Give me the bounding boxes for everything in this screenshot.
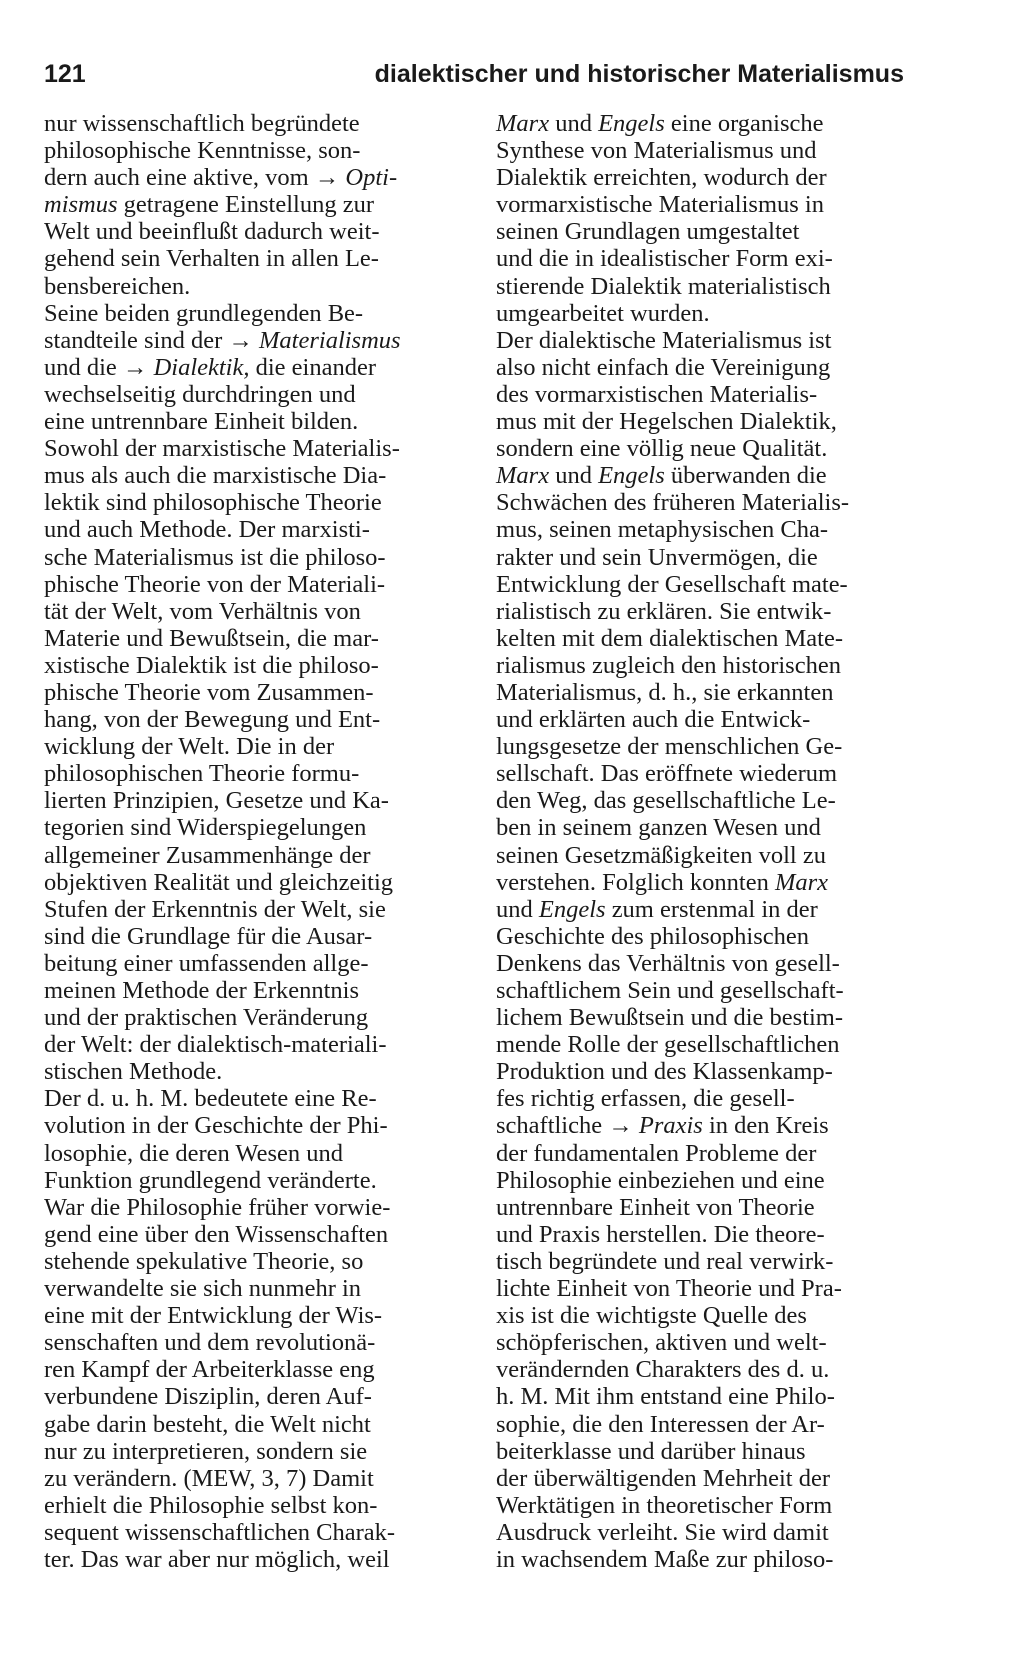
text-line	[44, 1140, 456, 1167]
text-column-right	[496, 110, 908, 1573]
text-line	[44, 327, 456, 354]
text-line	[496, 842, 908, 869]
italic-term: Engels	[538, 895, 606, 923]
text-segment: der fundamentalen Probleme der	[496, 1139, 817, 1167]
text-segment: xistische Dialektik ist die philoso-	[44, 651, 379, 679]
text-segment: und Praxis herstellen. Die theore-	[496, 1220, 825, 1248]
text-line	[44, 1275, 456, 1302]
text-segment: philosophische Kenntnisse, son-	[44, 137, 361, 165]
text-line	[496, 598, 908, 625]
text-line	[496, 733, 908, 760]
text-line	[496, 1519, 908, 1546]
text-segment: tät der Welt, vom Verhältnis von	[44, 597, 361, 625]
text-line	[496, 1058, 908, 1085]
text-segment: also nicht einfach die Vereinigung	[496, 353, 831, 381]
italic-term: Materialismus	[259, 326, 401, 354]
text-line	[496, 435, 908, 462]
text-line	[44, 1465, 456, 1492]
text-segment: rakter und sein Unvermögen, die	[496, 543, 818, 571]
text-line	[496, 571, 908, 598]
text-line	[44, 1167, 456, 1194]
text-line	[496, 1356, 908, 1383]
text-line	[496, 1248, 908, 1275]
text-segment: fes richtig erfassen, die gesell-	[496, 1085, 795, 1113]
text-line	[496, 1004, 908, 1031]
text-line	[44, 977, 456, 1004]
text-segment: mus mit der Hegelschen Dialektik,	[496, 408, 837, 436]
text-segment: Produktion und des Klassenkamp-	[496, 1058, 833, 1086]
text-segment: losophie, die deren Wesen und	[44, 1139, 343, 1167]
text-line	[44, 1221, 456, 1248]
text-segment: schaftlichem Sein und gesellschaft-	[496, 977, 844, 1004]
text-line	[44, 408, 456, 435]
text-line	[496, 1194, 908, 1221]
running-head: dialektischer und historischer Materialismus	[374, 60, 904, 88]
text-segment: stehende spekulative Theorie, so	[44, 1247, 364, 1275]
text-segment: und die →	[44, 353, 154, 381]
text-segment: volution in der Geschichte der Phi-	[44, 1112, 388, 1140]
text-segment: mus, seinen metaphysischen Cha-	[496, 516, 829, 544]
text-segment: mus als auch die marxistische Dia-	[44, 462, 387, 490]
text-segment: beitung einer umfassenden allge-	[44, 949, 369, 977]
text-segment: phische Theorie von der Materiali-	[44, 570, 386, 598]
page-number: 121	[44, 60, 86, 88]
text-segment: h. M. Mit ihm entstand eine Philo-	[496, 1383, 835, 1411]
text-line	[496, 245, 908, 272]
text-line	[496, 516, 908, 543]
text-line	[44, 489, 456, 516]
italic-term: mismus	[44, 191, 118, 219]
text-line	[496, 1140, 908, 1167]
text-line	[44, 679, 456, 706]
text-line	[44, 733, 456, 760]
text-segment: des vormarxistischen Materialis-	[496, 380, 818, 408]
text-segment: Ausdruck verleiht. Sie wird damit	[496, 1518, 829, 1546]
text-segment: lichte Einheit von Theorie und Pra-	[496, 1275, 842, 1303]
text-line	[496, 1112, 908, 1139]
text-line	[44, 218, 456, 245]
text-line	[44, 760, 456, 787]
text-line	[496, 787, 908, 814]
text-line	[496, 408, 908, 435]
text-line	[44, 1383, 456, 1410]
text-segment: allgemeiner Zusammenhänge der	[44, 841, 371, 869]
text-line	[44, 1058, 456, 1085]
text-segment: War die Philosophie früher vorwie-	[44, 1193, 391, 1221]
text-segment: lichem Bewußtsein und die bestim-	[496, 1004, 844, 1032]
text-line	[496, 706, 908, 733]
italic-term: Marx	[496, 110, 550, 137]
text-line	[496, 760, 908, 787]
text-line	[44, 625, 456, 652]
text-segment: Philosophie einbeziehen und eine	[496, 1166, 825, 1194]
text-line	[496, 191, 908, 218]
text-segment: Der d. u. h. M. bedeutete eine Re-	[44, 1085, 377, 1113]
text-segment: nur zu interpretieren, sondern sie	[44, 1437, 368, 1465]
text-segment: Synthese von Materialismus und	[496, 137, 817, 165]
text-line	[44, 950, 456, 977]
text-segment: sche Materialismus ist die philoso-	[44, 543, 386, 571]
text-segment: Entwicklung der Gesellschaft mate-	[496, 570, 848, 598]
text-line	[496, 652, 908, 679]
text-segment: verändernden Charakters des d. u.	[496, 1356, 830, 1384]
text-segment: meinen Methode der Erkenntnis	[44, 977, 360, 1004]
text-line	[496, 1031, 908, 1058]
text-line	[496, 1221, 908, 1248]
text-line	[44, 273, 456, 300]
italic-term: Marx	[496, 462, 550, 490]
text-line	[44, 354, 456, 381]
text-segment: verstehen. Folglich konnten	[496, 868, 775, 896]
text-line	[44, 1031, 456, 1058]
text-segment: hang, von der Bewegung und Ent-	[44, 706, 381, 734]
text-line	[44, 1438, 456, 1465]
text-segment: Sowohl der marxistische Materialis-	[44, 435, 400, 463]
text-segment: vormarxistische Materialismus in	[496, 191, 824, 219]
text-line	[44, 706, 456, 733]
text-line	[496, 327, 908, 354]
text-line	[496, 1275, 908, 1302]
text-line	[496, 164, 908, 191]
text-segment: Geschichte des philosophischen	[496, 922, 809, 950]
text-segment: Denkens das Verhältnis von gesell-	[496, 949, 840, 977]
text-segment: nur wissenschaftlich begründete	[44, 110, 360, 137]
text-segment: stierende Dialektik materialistisch	[496, 272, 831, 300]
text-segment: dern auch eine aktive, vom →	[44, 164, 346, 192]
text-line	[44, 1411, 456, 1438]
text-segment: objektiven Realität und gleichzeitig	[44, 868, 394, 896]
text-segment: ren Kampf der Arbeiterklasse eng	[44, 1356, 375, 1384]
text-segment: untrennbare Einheit von Theorie	[496, 1193, 815, 1221]
text-line	[44, 110, 456, 137]
text-line	[496, 1465, 908, 1492]
text-segment: und	[549, 110, 599, 137]
text-line	[44, 1248, 456, 1275]
text-line	[496, 489, 908, 516]
italic-term: Dialektik,	[153, 353, 250, 381]
text-segment: Werktätigen in theoretischer Form	[496, 1491, 833, 1519]
text-segment: Materie und Bewußtsein, die mar-	[44, 624, 379, 652]
text-segment: rialismus zugleich den historischen	[496, 651, 841, 679]
text-segment: lungsgesetze der menschlichen Ge-	[496, 733, 843, 761]
text-line	[496, 625, 908, 652]
text-segment: eine mit der Entwicklung der Wis-	[44, 1302, 383, 1330]
text-segment: umgearbeitet wurden.	[496, 299, 710, 327]
text-segment: sophie, die den Interessen der Ar-	[496, 1410, 825, 1438]
text-segment: stischen Methode.	[44, 1058, 223, 1086]
text-line	[496, 273, 908, 300]
text-line	[44, 598, 456, 625]
text-segment: sellschaft. Das eröffnete wiederum	[496, 760, 838, 788]
italic-term: Engels	[598, 110, 665, 137]
text-segment: Funktion grundlegend veränderte.	[44, 1166, 377, 1194]
text-line	[44, 164, 456, 191]
text-line	[44, 842, 456, 869]
text-line	[44, 896, 456, 923]
text-segment: gend eine über den Wissenschaften	[44, 1220, 389, 1248]
text-segment: sequent wissenschaftlichen Charak-	[44, 1518, 396, 1546]
text-segment: den Weg, das gesellschaftliche Le-	[496, 787, 836, 815]
text-segment: der überwältigenden Mehrheit der	[496, 1464, 831, 1492]
text-line	[44, 137, 456, 164]
text-segment: mende Rolle der gesellschaftlichen	[496, 1031, 840, 1059]
text-segment: und die in idealistischer Form exi-	[496, 245, 833, 273]
text-line	[496, 1329, 908, 1356]
text-line	[44, 652, 456, 679]
text-segment: überwanden die	[664, 462, 827, 490]
text-segment: und	[549, 462, 599, 490]
text-segment: und erklärten auch die Entwick-	[496, 706, 811, 734]
text-segment: schöpferischen, aktiven und welt-	[496, 1329, 827, 1357]
text-line	[496, 300, 908, 327]
text-line	[496, 896, 908, 923]
text-segment: eine untrennbare Einheit bilden.	[44, 408, 359, 436]
text-line	[496, 462, 908, 489]
italic-term: Engels	[598, 462, 665, 490]
text-line	[496, 923, 908, 950]
text-segment: gehend sein Verhalten in allen Le-	[44, 245, 379, 273]
text-segment: Schwächen des früheren Materialis-	[496, 489, 850, 517]
text-segment: standteile sind der →	[44, 326, 260, 354]
text-line	[496, 137, 908, 164]
text-segment: rialistisch zu erklären. Sie entwik-	[496, 597, 832, 625]
text-line	[44, 571, 456, 598]
text-line	[44, 1302, 456, 1329]
text-line	[496, 218, 908, 245]
text-segment: erhielt die Philosophie selbst kon-	[44, 1491, 378, 1519]
text-line	[496, 110, 908, 137]
text-segment: schaftliche →	[496, 1112, 639, 1140]
text-line	[44, 869, 456, 896]
text-segment: bensbereichen.	[44, 272, 191, 300]
text-segment: Materialismus, d. h., sie erkannten	[496, 678, 834, 706]
text-line	[44, 1112, 456, 1139]
text-segment: kelten mit dem dialektischen Mate-	[496, 624, 843, 652]
text-segment: wicklung der Welt. Die in der	[44, 733, 335, 761]
italic-term: Opti-	[345, 164, 398, 192]
italic-term: Marx	[774, 868, 829, 896]
text-line	[44, 381, 456, 408]
text-segment: und	[496, 895, 539, 923]
text-line	[496, 1411, 908, 1438]
page-header	[44, 58, 904, 90]
text-line	[496, 950, 908, 977]
text-line	[44, 814, 456, 841]
text-line	[44, 1519, 456, 1546]
text-segment: und der praktischen Veränderung	[44, 1004, 369, 1032]
text-line	[44, 787, 456, 814]
text-segment: verbundene Disziplin, deren Auf-	[44, 1383, 372, 1411]
text-segment: zum erstenmal in der	[605, 895, 818, 923]
text-segment: sind die Grundlage für die Ausar-	[44, 922, 373, 950]
text-segment: philosophischen Theorie formu-	[44, 760, 360, 788]
text-segment: und auch Methode. Der marxisti-	[44, 516, 370, 544]
text-line	[496, 1167, 908, 1194]
text-segment: beiterklasse und darüber hinaus	[496, 1437, 806, 1465]
text-segment: ben in seinem ganzen Wesen und	[496, 814, 821, 842]
text-segment: seinen Gesetzmäßigkeiten voll zu	[496, 841, 826, 869]
text-segment: tegorien sind Widerspiegelungen	[44, 814, 367, 842]
text-segment: die einander	[249, 353, 377, 381]
text-line	[44, 300, 456, 327]
text-segment: senschaften und dem revolutionä-	[44, 1329, 376, 1357]
text-line	[44, 1329, 456, 1356]
text-column-left	[44, 110, 456, 1573]
text-line	[44, 544, 456, 571]
text-segment: Der dialektische Materialismus ist	[496, 326, 832, 354]
text-line	[44, 923, 456, 950]
text-line	[496, 1383, 908, 1410]
text-segment: in den Kreis	[702, 1112, 829, 1140]
text-line	[496, 1302, 908, 1329]
text-segment: Seine beiden grundlegenden Be-	[44, 299, 364, 327]
text-line	[496, 679, 908, 706]
text-segment: xis ist die wichtigste Quelle des	[496, 1302, 807, 1330]
text-line	[44, 1004, 456, 1031]
text-line	[44, 435, 456, 462]
text-segment: verwandelte sie sich nunmehr in	[44, 1275, 362, 1303]
text-segment: tisch begründete und real verwirk-	[496, 1247, 834, 1275]
text-segment: der Welt: der dialektisch-materiali-	[44, 1031, 387, 1059]
text-line	[496, 814, 908, 841]
text-line	[44, 516, 456, 543]
text-segment: phische Theorie vom Zusammen-	[44, 678, 374, 706]
text-line	[44, 1085, 456, 1112]
text-line	[496, 1438, 908, 1465]
text-segment: sondern eine völlig neue Qualität.	[496, 435, 828, 463]
text-line	[496, 544, 908, 571]
text-line	[44, 1492, 456, 1519]
text-segment: Welt und beeinflußt dadurch weit-	[44, 218, 380, 246]
text-segment: seinen Grundlagen umgestaltet	[496, 218, 800, 246]
text-line	[496, 381, 908, 408]
text-line	[44, 1194, 456, 1221]
text-segment: lektik sind philosophische Theorie	[44, 489, 382, 517]
italic-term: Praxis	[638, 1112, 703, 1140]
text-line	[496, 977, 908, 1004]
text-line	[44, 191, 456, 218]
text-line	[44, 1546, 456, 1573]
text-segment: in wachsendem Maße zur philoso-	[496, 1545, 834, 1573]
text-segment: lierten Prinzipien, Gesetze und Ka-	[44, 787, 389, 815]
text-segment: eine organische	[664, 110, 824, 137]
text-segment: getragene Einstellung zur	[117, 191, 374, 219]
text-line	[44, 1356, 456, 1383]
text-segment: wechselseitig durchdringen und	[44, 380, 356, 408]
text-segment: Stufen der Erkenntnis der Welt, sie	[44, 895, 386, 923]
text-segment: gabe darin besteht, die Welt nicht	[44, 1410, 371, 1438]
text-line	[496, 1085, 908, 1112]
text-line	[44, 462, 456, 489]
text-segment: Dialektik erreichten, wodurch der	[496, 164, 827, 192]
text-segment: ter. Das war aber nur möglich, weil	[44, 1545, 390, 1573]
text-line	[496, 869, 908, 896]
text-segment: zu verändern. (MEW, 3, 7) Damit	[44, 1464, 374, 1492]
text-line	[496, 354, 908, 381]
text-line	[496, 1546, 908, 1573]
text-line	[496, 1492, 908, 1519]
text-line	[44, 245, 456, 272]
